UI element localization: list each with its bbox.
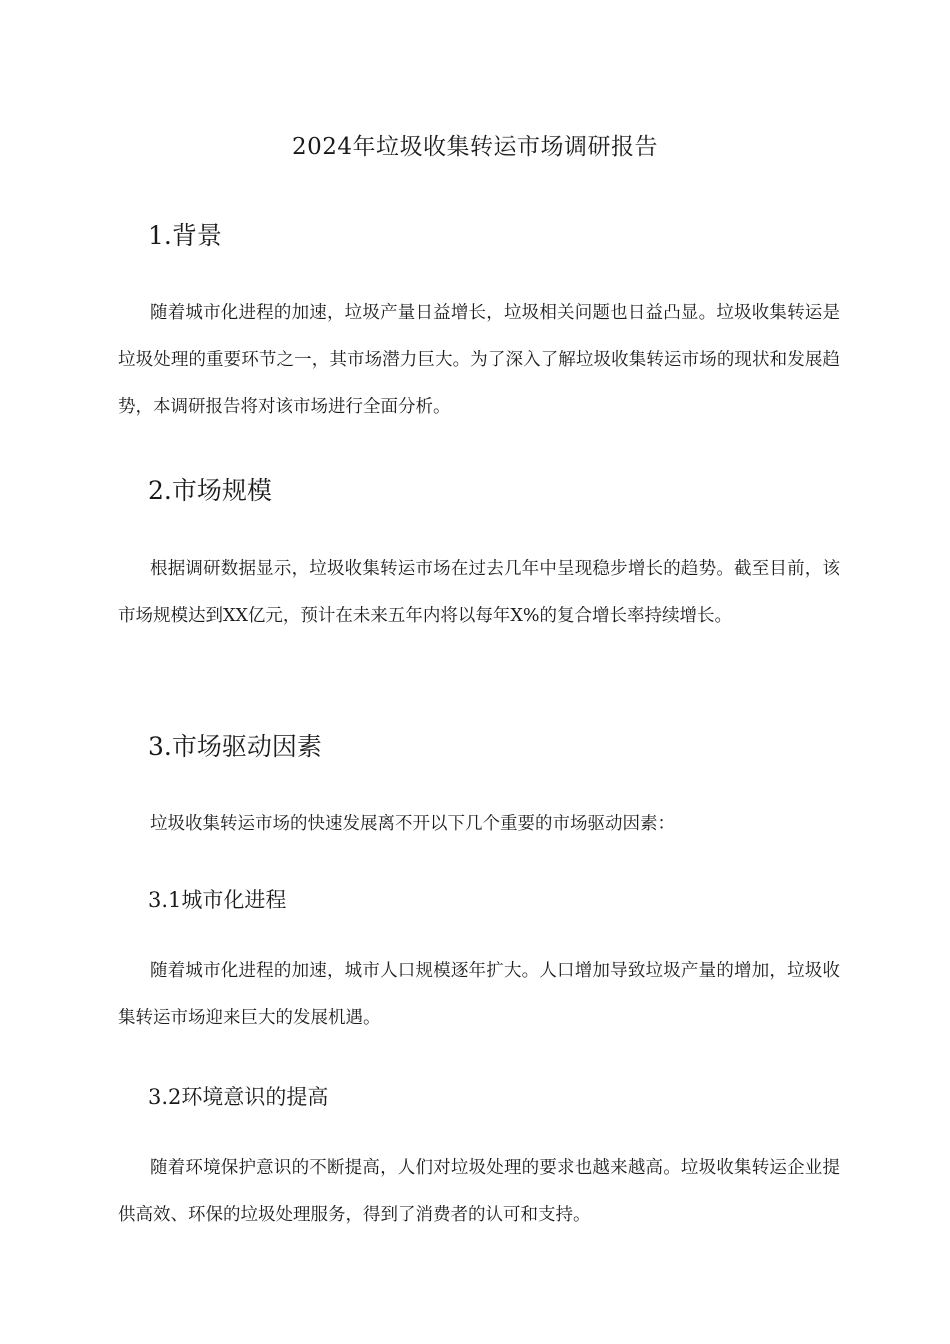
paragraph-urbanization: 随着城市化进程的加速，城市人口规模逐年扩大。人口增加导致垃圾产量的增加，垃圾收集转运市场迎来巨大的发展机遇。 (118, 961, 840, 1028)
section-heading-market-size: 2.市场规模 (148, 476, 272, 505)
subsection-heading-environmental-awareness: 3.2环境意识的提高 (148, 1085, 329, 1109)
document-title: 2024年垃圾收集转运市场调研报告 (291, 134, 659, 160)
paragraph-market-size: 根据调研数据显示，垃圾收集转运市场在过去几年中呈现稳步增长的趋势。截至目前，该市场规模达到XX亿元，预计在未来五年内将以每年X%的复合增长率持续增长。 (118, 559, 840, 626)
subsection-heading-urbanization: 3.1城市化进程 (148, 888, 287, 912)
section-heading-market-drivers: 3.市场驱动因素 (148, 732, 322, 761)
paragraph-market-drivers: 垃圾收集转运市场的快速发展离不开以下几个重要的市场驱动因素： (150, 814, 675, 834)
section-heading-background: 1.背景 (148, 221, 222, 250)
paragraph-background: 随着城市化进程的加速，垃圾产量日益增长，垃圾相关问题也日益凸显。垃圾收集转运是垃圾处理的重要环节之一，其市场潜力巨大。为了深入了解垃圾收集转运市场的现状和发展趋势，本调研报告将对该市场进行全面分析。 (118, 303, 840, 417)
paragraph-environmental-awareness: 随着环境保护意识的不断提高，人们对垃圾处理的要求也越来越高。垃圾收集转运企业提供高效、环保的垃圾处理服务，得到了消费者的认可和支持。 (118, 1158, 840, 1225)
